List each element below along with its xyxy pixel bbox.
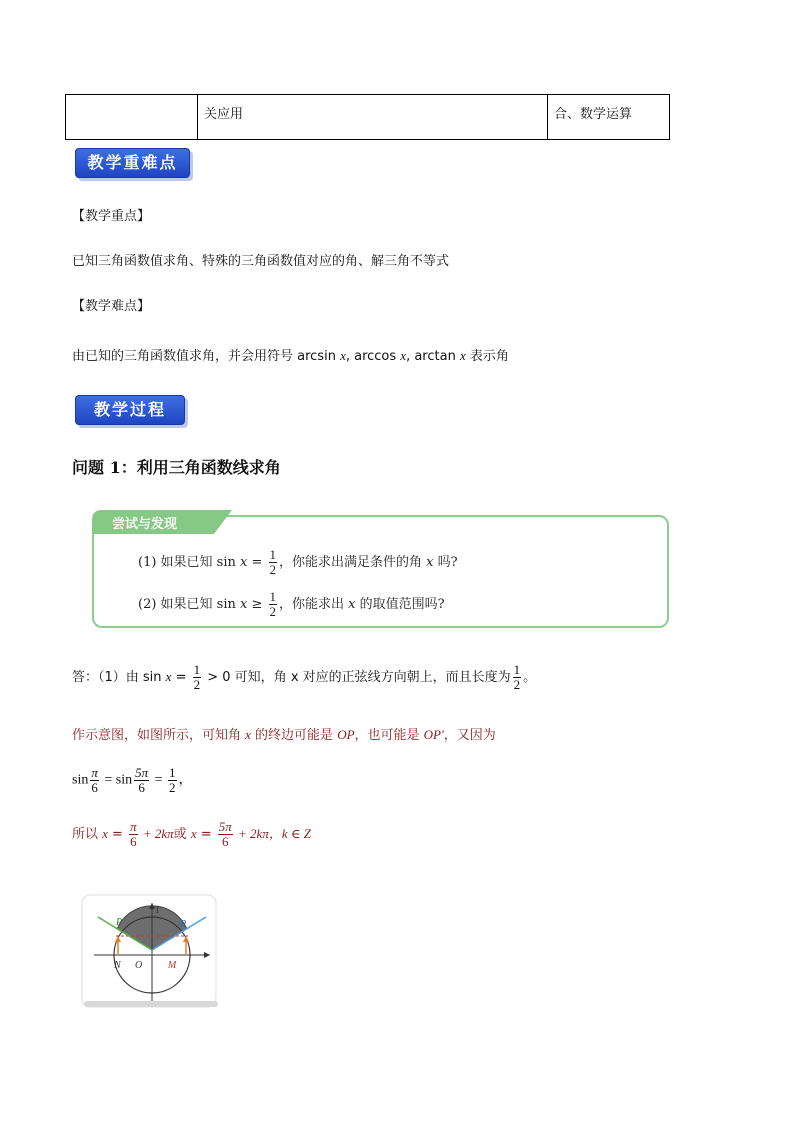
table-cell-empty <box>66 95 198 140</box>
header-table <box>65 94 670 140</box>
try-question-1: (1) 如果已知 sin x = $\frac{1}{2}$ ，你能求出满足条件的角 x 吗? <box>138 547 458 577</box>
try-question-2: (2) 如果已知 sin x ≥ $\frac{1}{2}$ ，你能求出 x 的取值范围吗? <box>138 589 445 619</box>
label-p-prime: P' <box>116 917 125 928</box>
question1-title: 问题 1：利用三角函数线求角 <box>72 458 281 477</box>
label-m: M <box>168 960 177 971</box>
table-cell-literacy: 合、数学运算 <box>548 95 670 140</box>
table-cell-topic: 关应用 <box>198 95 548 140</box>
answer-line-3: sin $\frac{\pi}{6}$ = sin $\frac{5\pi}{6}$ = $\frac{1}{2}$ ， <box>72 765 193 795</box>
section-badge-process: 教学过程 <box>75 395 185 425</box>
key-points-text: 已知三角函数值求角、特殊的三角函数值对应的角、解三角不等式 <box>72 254 450 269</box>
section-badge-key-difficulty: 教学重难点 <box>75 148 190 178</box>
label-o: O <box>135 960 143 971</box>
answer-line-4: 所以 x = $\frac{\pi}{6}$ + 2kπ或 x = $\frac{5\pi}{6}$ + 2kπ，k ∈ Z <box>72 819 311 849</box>
answer-line-2: 作示意图，如图所示，可知角 x 的终边可能是 OP，也可能是 OP'，又因为 <box>72 727 496 743</box>
label-n: N <box>114 960 121 971</box>
unit-circle-figure <box>80 893 220 1013</box>
answer-line-1: 答：（1）由 sin x = $\frac{1}{2}$ > 0 可知，角 x 对应的正弦线方向朝上，而且长度为 $\frac{1}{2}$ 。 <box>72 662 537 692</box>
label-p: P <box>180 919 187 930</box>
difficulty-text: 由已知的三角函数值求角，并会用符号 arcsin x, arccos x, arctan x 表示角 <box>72 348 509 364</box>
try-discover-label: 尝试与发现 <box>112 517 178 532</box>
label-one: 1 <box>155 905 160 915</box>
key-points-label: 【教学重点】 <box>72 209 151 224</box>
difficulty-label: 【教学难点】 <box>72 299 151 314</box>
